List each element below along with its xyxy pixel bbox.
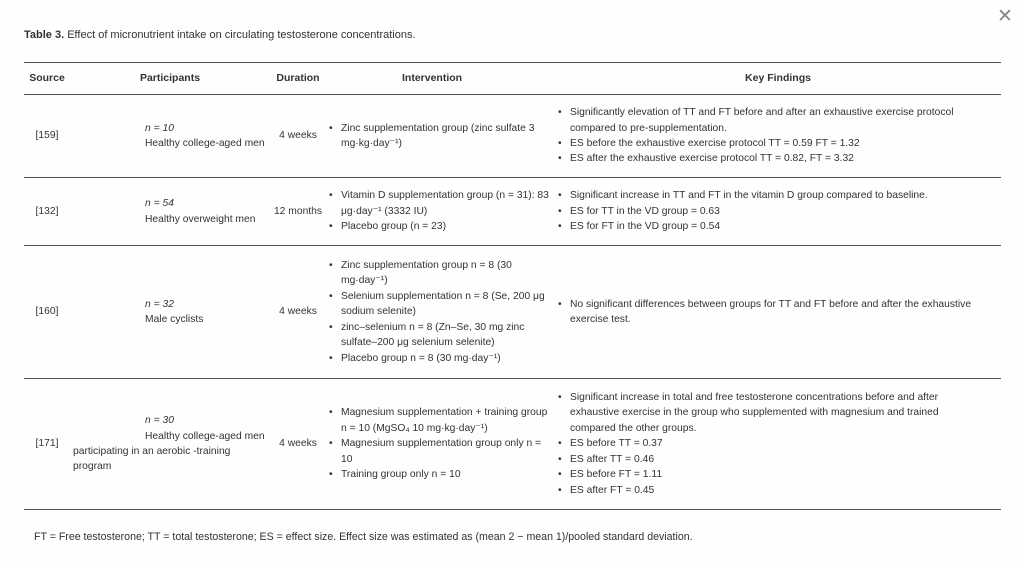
intervention-item: • Vitamin D supplementation group (n = 31): 83 μg·day⁻¹ (3332 IU) xyxy=(326,188,549,219)
finding-item: • ES after FT = 0.45 xyxy=(555,483,983,498)
results-table xyxy=(24,62,1001,510)
duration-cell: 12 months xyxy=(273,205,323,217)
participants-n: n = 32 xyxy=(145,298,174,310)
intervention-item: • Training group only n = 10 xyxy=(326,467,549,482)
header-source: Source xyxy=(24,63,70,95)
header-participants: Participants xyxy=(70,63,270,95)
table-row xyxy=(24,178,1001,246)
intervention-cell xyxy=(326,379,555,510)
source-cell: [160] xyxy=(35,306,59,318)
table-row xyxy=(24,95,1001,178)
table-footnote: FT = Free testosterone; TT = total testosterone; ES = effect size. Effect size was estimated as (mean 2 − mean 1)/pooled standard deviation. xyxy=(34,531,693,543)
intervention-cell xyxy=(326,246,555,379)
intervention-cell xyxy=(326,178,555,246)
duration-cell: 4 weeks xyxy=(279,438,317,450)
participants-cell xyxy=(70,246,270,379)
participants-n: n = 54 xyxy=(145,198,174,210)
table-row xyxy=(24,246,1001,379)
finding-item: • ES after the exhaustive exercise protocol TT = 0.82, FT = 3.32 xyxy=(555,151,983,166)
findings-cell xyxy=(555,95,1001,178)
participants-n: n = 30 xyxy=(145,415,174,427)
finding-item: • ES for FT in the VD group = 0.54 xyxy=(555,219,983,234)
finding-item: • ES after TT = 0.46 xyxy=(555,452,983,467)
finding-item: • Significantly elevation of TT and FT before and after an exhaustive exercise protocol compared to pre-supplementation. xyxy=(555,105,983,136)
header-duration: Duration xyxy=(270,63,326,95)
finding-item: • Significant increase in TT and FT in the vitamin D group compared to baseline. xyxy=(555,188,983,203)
participants-desc: Healthy college-aged men xyxy=(145,138,265,149)
finding-item: • No significant differences between groups for TT and FT before and after the exhaustive exercise test. xyxy=(555,297,983,328)
caption-label: Table 3. xyxy=(24,29,65,41)
intervention-item: • Magnesium supplementation + training group n = 10 (MgSO₄ 10 mg·kg·day⁻¹) xyxy=(326,405,549,436)
finding-item: • ES before FT = 1.11 xyxy=(555,467,983,482)
source-cell: [159] xyxy=(35,130,59,142)
table-caption xyxy=(24,29,416,41)
participants-n: n = 10 xyxy=(145,122,174,134)
intervention-item: • Selenium supplementation n = 8 (Se, 200 μg sodium selenite) xyxy=(326,289,549,320)
findings-cell xyxy=(555,246,1001,379)
intervention-item: • Zinc supplementation group n = 8 (30 mg·day⁻¹) xyxy=(326,258,549,289)
close-icon[interactable]: ✕ xyxy=(997,6,1013,27)
participants-cell xyxy=(70,178,270,246)
intervention-item: • Placebo group (n = 23) xyxy=(326,219,549,234)
findings-cell xyxy=(555,379,1001,510)
finding-item: • ES before TT = 0.37 xyxy=(555,436,983,451)
intervention-item: • Placebo group n = 8 (30 mg·day⁻¹) xyxy=(326,351,549,366)
finding-item: • Significant increase in total and free testosterone concentrations before and after exhaustive exercise in the group who supplemented with magnesium and trained compared the other groups. xyxy=(555,390,983,436)
finding-item: • ES for TT in the VD group = 0.63 xyxy=(555,204,983,219)
participants-desc: Male cyclists xyxy=(145,314,204,325)
source-cell: [132] xyxy=(35,205,59,217)
intervention-item: • zinc–selenium n = 8 (Zn–Se, 30 mg zinc sulfate–200 μg selenium selenite) xyxy=(326,320,549,351)
intervention-item: • Magnesium supplementation group only n = 10 xyxy=(326,436,549,467)
source-cell: [171] xyxy=(35,438,59,450)
intervention-cell xyxy=(326,95,555,178)
table-header-row xyxy=(24,63,1001,95)
table-row xyxy=(24,379,1001,510)
duration-cell: 4 weeks xyxy=(279,306,317,318)
finding-item: • ES before the exhaustive exercise protocol TT = 0.59 FT = 1.32 xyxy=(555,136,983,151)
findings-cell xyxy=(555,178,1001,246)
participants-cell xyxy=(70,95,270,178)
participants-desc: Healthy overweight men xyxy=(145,213,256,225)
participants-cell xyxy=(70,379,270,510)
participants-desc: Healthy college-aged men participating in an aerobic -training program xyxy=(73,430,265,473)
intervention-item: • Zinc supplementation group (zinc sulfate 3 mg·kg·day⁻¹) xyxy=(326,121,549,152)
duration-cell: 4 weeks xyxy=(279,130,317,142)
header-key-findings: Key Findings xyxy=(555,63,1001,95)
caption-text: Effect of micronutrient intake on circulating testosterone concentrations. xyxy=(67,29,416,41)
header-intervention: Intervention xyxy=(326,63,555,95)
